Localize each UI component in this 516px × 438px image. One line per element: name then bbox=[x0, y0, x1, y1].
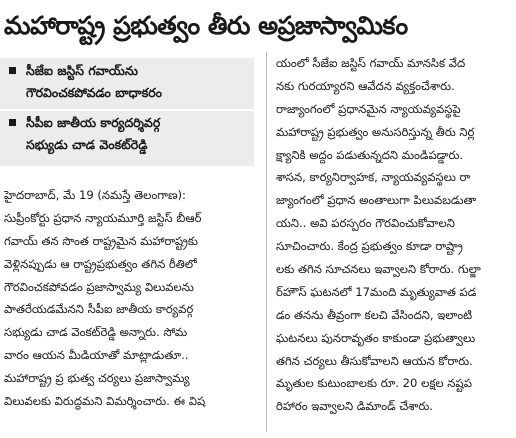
body-line: గవాయ్ తన సొంత రాష్ట్రమైన మహారాష్ట్రకు bbox=[4, 233, 198, 248]
right-column bbox=[276, 52, 512, 418]
body-line: పాతరేయడమేనని సీపీఐ జాతీయ కార్యవర్గ bbox=[4, 302, 194, 317]
body-line: జ్యాంగంలో ప్రధాన అంతాలుగా పిలువబడుతా bbox=[276, 193, 477, 208]
body-line: యంలో సీజేఐ జస్టిస్ గవాయ్ మానసిక వేద bbox=[276, 56, 466, 70]
body-line: ర్‌హౌస్ ఘటనలో 17మంది మృత్యువాత పడ bbox=[276, 284, 477, 299]
body-line: డం తనను తీవ్రంగా కలచి వేసిందని, ఇలాంటి bbox=[276, 307, 473, 322]
square-bullet-icon bbox=[9, 67, 16, 74]
highlight-item bbox=[0, 112, 254, 156]
body-line: క్ష్యానికి అద్దం పడుతున్నదని మండిపడ్డారు. bbox=[276, 147, 464, 162]
body-line: హైదరాబాద్, మే 19 (నమస్తే తెలంగాణ): bbox=[4, 188, 186, 202]
body-line: గౌరవించకపోవడం ప్రజాస్వామ్య విలువలను bbox=[4, 279, 194, 294]
highlight-divider bbox=[0, 109, 254, 111]
highlights-box bbox=[0, 58, 254, 166]
body-line: యని.. అవి పరస్పరం గౌరవించుకోవాలని bbox=[276, 216, 455, 231]
headline: మహారాష్ట్ర ప్రభుత్వం తీరు అప్రజాస్వామికం bbox=[4, 11, 408, 40]
body-line: నకు గురయ్యారని ఆవేదన వ్యక్తంచేశారు. bbox=[276, 78, 455, 93]
body-line: మృతుల కుటుంబాలకు రూ. 20 లక్షల నష్టప bbox=[276, 376, 472, 391]
highlight-line: సీజేఐ జస్టిస్ గవాయ్‌ను bbox=[26, 63, 138, 78]
body-line: సభ్యుడు చాడ వెంకట్‌రెడ్డి అన్నారు. సోమ bbox=[4, 325, 188, 340]
square-bullet-icon bbox=[9, 119, 16, 126]
body-line: ఘటనలు పునరావృతం కాకుండా ప్రభుత్వాలు bbox=[276, 330, 476, 345]
body-line: సుప్రీంకోర్టు ప్రధాన న్యాయమూర్తి జస్టిస్ బీఆర్ bbox=[4, 210, 202, 225]
highlight-line: సీపీఐ జాతీయ కార్యదర్శివర్గ bbox=[26, 115, 161, 130]
highlight-line: గౌరవించకపోవడం బాధాకరం bbox=[26, 85, 162, 100]
body-line: లకు తగిన సూచనలు ఇవ్వాలని కోరారు. గుల్జా bbox=[276, 262, 481, 277]
body-line: మహారాష్ట్ర ప్ర భుత్వ చర్యలు ప్రజాస్వామ్య bbox=[4, 371, 190, 386]
body-line: మహారాష్ట్ర ప్రభుత్వం అనుసరిస్తున్న తీరు నిర్ల bbox=[276, 124, 475, 139]
body-line: సూచించారు. కేంద్ర ప్రభుత్వం కూడా రాష్ట్రా bbox=[276, 239, 463, 254]
highlight-item bbox=[0, 60, 254, 104]
body-line: రాజ్యాంగంలో ప్రధానమైన న్యాయవ్యవస్థపై bbox=[276, 101, 461, 116]
body-line: విలువలకు విరుద్ధమని విమర్శించారు. ఈ విష bbox=[4, 394, 206, 409]
body-line: శాసన, కార్యనిర్వాహక, న్యాయవ్యవస్థలు రా bbox=[276, 170, 471, 185]
left-column bbox=[4, 184, 254, 413]
body-line: వెళ్లినప్పుడు ఆ రాష్ట్రప్రభుత్వం తగిన రీతిలో bbox=[4, 256, 197, 271]
body-line: రిహారం ఇవ్వాలని డిమాండ్ చేశారు. bbox=[276, 399, 433, 414]
body-line: తగిన చర్యలు తీసుకోవాలని ఆయన కోరారు. bbox=[276, 353, 473, 368]
column-divider bbox=[266, 52, 267, 432]
highlight-line: సభ్యుడు చాడ వెంకట్‌రెడ్డి bbox=[26, 137, 148, 152]
body-line: వారం ఆయన మీడియాతో మాట్లాడుతూ.. bbox=[4, 348, 189, 363]
